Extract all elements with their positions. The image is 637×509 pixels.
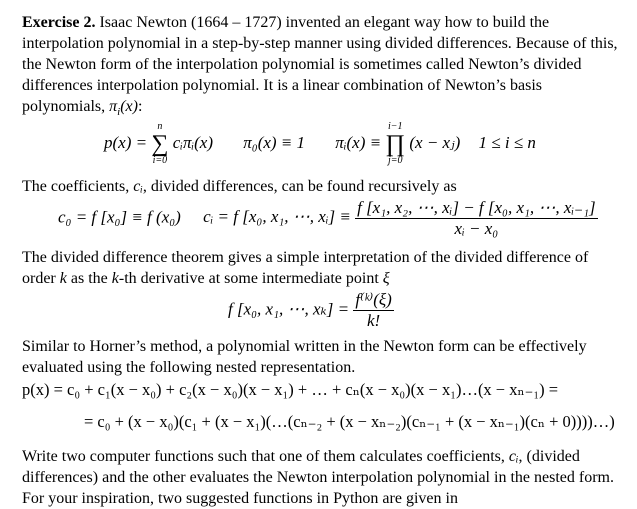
nested-line-1: p(x) = c₀ + c₁(x − x₀) + c₂(x − x₀)(x − x₁) + … + cₙ(x − x₀)(x − x₁)…(x − xₙ₋₁) = [22, 380, 559, 399]
horner-text: Similar to Horner’s method, a polynomial written in the Newton form can be effectively evaluated using the following nested representation. [22, 338, 587, 376]
k-symbol-2: k [111, 270, 119, 287]
index-range: 1 ≤ i ≤ n [478, 132, 536, 152]
ci-lhs: cᵢ = f [x₀, x₁, ⋯, xᵢ] ≡ [203, 207, 351, 227]
horner-paragraph [22, 336, 622, 378]
p-rhs: cᵢπᵢ(x) [172, 132, 214, 152]
task-paragraph [22, 446, 622, 509]
newton-form-equation [104, 122, 536, 166]
basis-symbol: $\pi_i(x)$ [109, 98, 138, 119]
theorem-text-b: as the [66, 270, 112, 287]
recursion-fraction: $\frac{\text{f [x₁, x₂, ⋯, xᵢ] − f [x₀, x₁, ⋯, xᵢ₋₁]}}{\text{xᵢ − x₀}}$ [357, 198, 596, 238]
ci-symbol: cᵢ [133, 178, 143, 195]
pi-zero: π₀(x) ≡ 1 [243, 132, 306, 152]
nested-line-2: = c₀ + (x − x₀)(c₁ + (x − x₁)(…(cₙ₋₂ + (x − xₙ₋₂)(cₙ₋₁ + (x − xₙ₋₁)(cₙ + 0))))…) [84, 412, 615, 431]
task-text-a: Write two computer functions such that one of them calculates coefficients, [22, 448, 509, 465]
theorem-text-c: -th derivative at some intermediate point [118, 270, 383, 287]
theorem-paragraph [22, 247, 622, 289]
product-operator: i−1 ∏ j=0 [385, 121, 406, 166]
derivative-equation [228, 290, 394, 331]
coef-text-b: , divided differences, can be found recursively as [142, 178, 457, 195]
c0-definition: c₀ = f [x₀] ≡ f (x₀) [58, 207, 181, 227]
theorem-text-a: The divided difference theorem gives a simple interpretation of the divided difference of order [22, 249, 589, 287]
k-symbol: k [59, 270, 67, 287]
coefficients-paragraph [22, 176, 622, 197]
p-lhs: p(x) = [104, 132, 148, 152]
ci-symbol-2: cᵢ [508, 448, 519, 465]
derivative-fraction: $\frac{\text{f⁽ᵏ⁾(ξ)}}{k!}$ [355, 290, 392, 330]
coef-text-a: The coefficients, [22, 178, 134, 195]
pi-i-rhs: (x − xⱼ) [409, 132, 461, 152]
divided-difference-equation [58, 198, 598, 239]
pi-i-lhs: πᵢ(x) ≡ [335, 132, 382, 152]
exercise-heading: Exercise 2. [22, 14, 96, 31]
task-text-b: , (divided differences) and the other evaluates the Newton interpolation polynomial in the nested form. For your inspiration, two suggested functions in Python are given in [22, 448, 614, 507]
xi-symbol: ξ [382, 270, 390, 287]
intro-tail: : [137, 98, 143, 115]
intro-text: Isaac Newton (1664 – 1727) invented an elegant way how to build the interpolation polynomial in a step-by-step manner using divided differences. Because of this, the Newton form of the interpolation polynomial is sometimes called Newton’s divided differences interpolation polynomial. It is a linear combination of Newton’s basis polynomials, [22, 14, 618, 115]
intro-paragraph [22, 12, 622, 123]
sum-operator: n ∑ i=0 [151, 121, 169, 166]
dd-lhs: f [x₀, x₁, ⋯, xₖ] = [228, 299, 350, 319]
